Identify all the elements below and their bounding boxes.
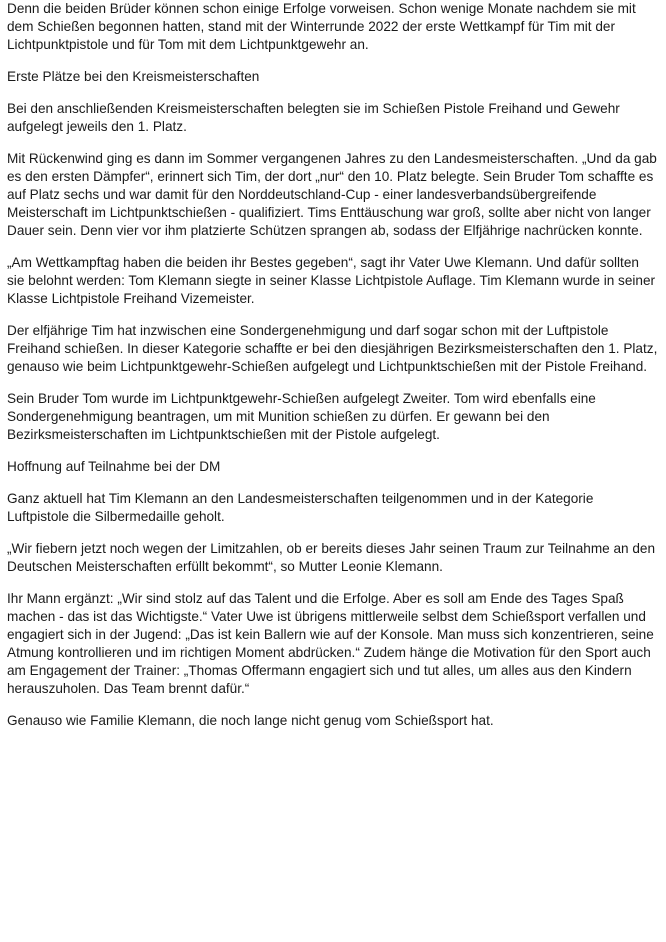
paragraph-mother-quote: „Wir fiebern jetzt noch wegen der Limitzahlen, ob er bereits dieses Jahr seinen Traum zur Teilnahme an den Deutschen Meisterschaften erfüllt bekommt“, so Mutter Leonie Klemann. [7,541,656,574]
paragraph-special-permit-tim: Der elfjährige Tim hat inzwischen eine Sondergenehmigung und darf sogar schon mit der Luftpistole Freihand schießen. In dieser Kategorie schaffte er bei den diesjährigen Bezirksmeisterschaften den 1. Platz, genauso wie beim Lichtpunktgewehr-Schießen aufgelegt und Lichtpunktschießen mit der Pistole Freihand. [7,323,658,374]
paragraph-competition-day: „Am Wettkampftag haben die beiden ihr Bestes gegeben“, sagt ihr Vater Uwe Klemann. Und dafür sollten sie belohnt werden: Tom Klemann siegte in seiner Klasse Lichtpistole Auflage. Tim Klemann wurde in seiner Klasse Lichtpistole Freihand Vizemeister. [7,255,656,306]
paragraph-silver-medal: Ganz aktuell hat Tim Klemann an den Landesmeisterschaften teilgenommen und in der Kategorie Luftpistole die Silbermedaille geholt. [7,491,594,524]
paragraph-district-results: Bei den anschließenden Kreismeisterschaften belegten sie im Schießen Pistole Freihand und Gewehr aufgelegt jeweils den 1. Platz. [7,101,620,134]
paragraph-state-championships: Mit Rückenwind ging es dann im Sommer vergangenen Jahres zu den Landesmeisterschaften. „Und da gab es den ersten Dämpfer“, erinnert sich Tim, der dort „nur“ den 10. Platz belegte. Sein Bruder Tom schaffte es auf Platz sechs und war damit für den Norddeutschland-Cup - einer landesverbandsübergreifende Meisterschaft im Lichtpunktschießen - qualifiziert. Tims Enttäuschung war groß, sollte aber nicht von langer Dauer sein. Denn vier vor ihm platzierte Schützen sprangen ab, sodass der Elfjährige nachrücken konnte. [7,151,657,238]
paragraph-closing: Genauso wie Familie Klemann, die noch lange nicht genug vom Schießsport hat. [7,713,494,728]
paragraph-father-quote: Ihr Mann ergänzt: „Wir sind stolz auf das Talent und die Erfolge. Aber es soll am Ende des Tages Spaß machen - das ist das Wichtigste.“ Vater Uwe ist übrigens mittlerweile selbst dem Schießsport verfallen und engagiert sich in der Jugend: „Das ist kein Ballern wie auf der Konsole. Man muss sich konzentrieren, seine Atmung kontrollieren und im richtigen Moment abdrücken.“ Zudem hänge die Motivation für den Sport auch am Engagement der Trainer: „Thomas Offermann engagiert sich und tut alles, um alles aus den Kindern herauszuholen. Das Team brennt dafür.“ [7,591,654,696]
subheading-dm-hope: Hoffnung auf Teilnahme bei der DM [7,459,221,474]
article-body [7,0,659,744]
paragraph-brother-tom: Sein Bruder Tom wurde im Lichtpunktgewehr-Schießen aufgelegt Zweiter. Tom wird ebenfalls eine Sondergenehmigung beantragen, um mit Munition schießen zu dürfen. Er gewann bei den Bezirksmeisterschaften im Lichtpunktschießen mit der Pistole aufgelegt. [7,391,596,442]
paragraph-first-successes: Denn die beiden Brüder können schon einige Erfolge vorweisen. Schon wenige Monate nachdem sie mit dem Schießen begonnen hatten, stand mit der Winterrunde 2022 der erste Wettkampf für Tim mit der Lichtpunktpistole und für Tom mit dem Lichtpunktgewehr an. [7,1,636,52]
subheading-district-championships: Erste Plätze bei den Kreismeisterschaften [7,69,260,84]
